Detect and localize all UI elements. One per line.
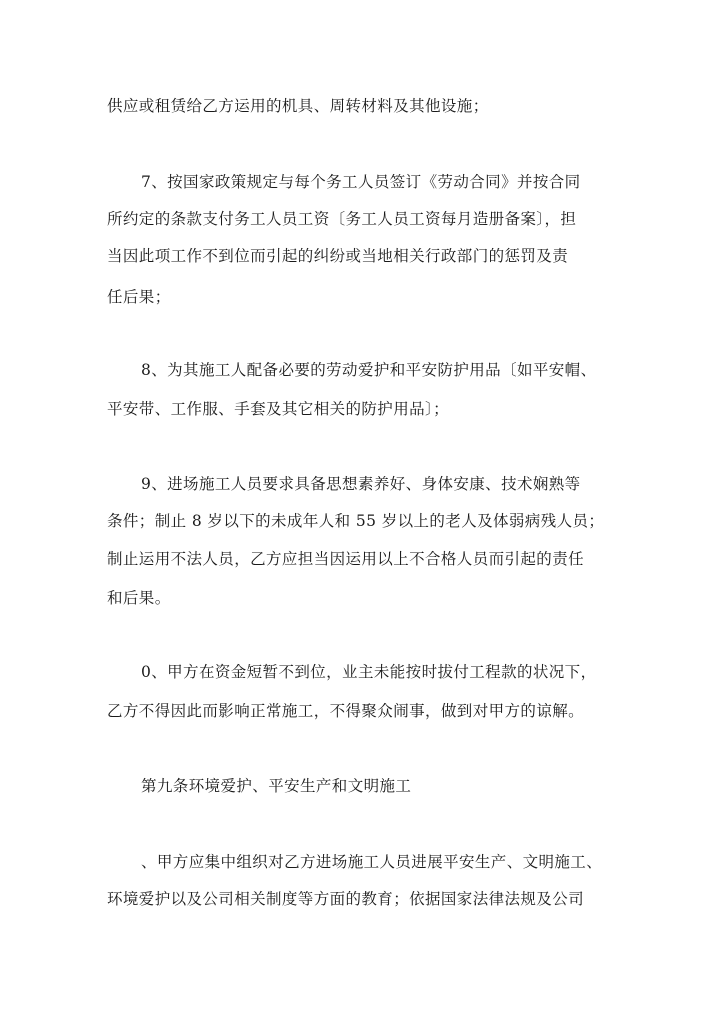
- paragraph-line: 当因此项工作不到位而引起的纠纷或当地相关行政部门的惩罚及责: [107, 247, 569, 265]
- article-9-clause-line: 、甲方应集中组织对乙方进场施工人员进展平安生产、文明施工、: [141, 853, 603, 871]
- paragraph-line: 供应或租赁给乙方运用的机具、周转材料及其他设施；: [107, 97, 489, 115]
- paragraph-line: 任后果；: [107, 288, 171, 306]
- paragraph-line: 和后果。: [107, 589, 171, 607]
- clause-8-line: 8、为其施工人配备必要的劳动爱护和平安防护用品〔如平安帽、: [141, 361, 597, 379]
- paragraph-line: 所约定的条款支付务工人员工资〔务工人员工资每月造册备案〕，担: [107, 210, 577, 228]
- paragraph-line: 环境爱护以及公司相关制度等方面的教育；依据国家法律法规及公司: [107, 890, 585, 908]
- paragraph-line: 平安带、工作服、手套及其它相关的防护用品〕；: [107, 400, 450, 418]
- article-9-heading: 第九条环境爱护、平安生产和文明施工: [141, 777, 412, 795]
- clause-7-line: 7、按国家政策规定与每个务工人员签订《劳动合同》并按合同: [141, 173, 581, 191]
- clause-10-line: 0、甲方在资金短暂不到位，业主未能按时拔付工程款的状况下，: [141, 663, 597, 681]
- paragraph-line: 制止运用不法人员，乙方应担当因运用以上不合格人员而引起的责任: [107, 550, 585, 568]
- paragraph-line: 条件；制止 8 岁以下的未成年人和 55 岁以上的老人及体弱病残人员；: [107, 512, 605, 530]
- paragraph-line: 乙方不得因此而影响正常施工，不得聚众闹事，做到对甲方的谅解。: [107, 702, 585, 720]
- clause-9-line: 9、进场施工人员要求具备思想素养好、身体安康、技术娴熟等: [141, 475, 581, 493]
